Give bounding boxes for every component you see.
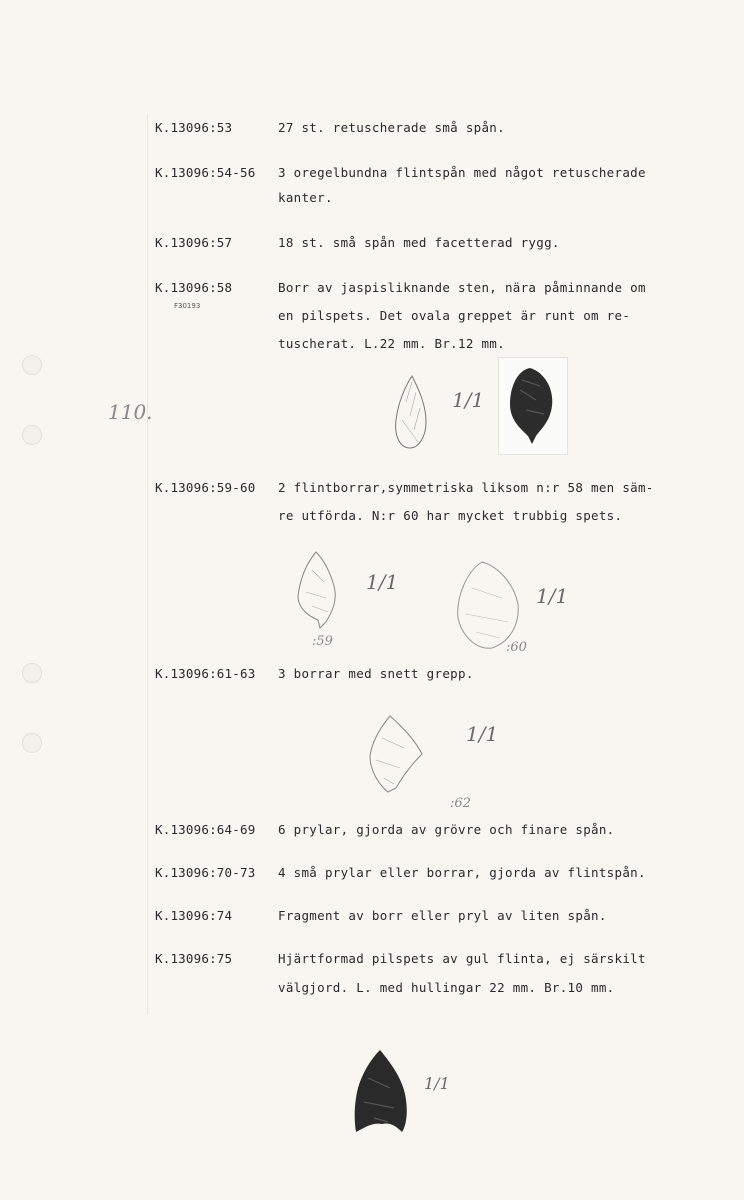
catalogue-number: K.13096:70-73 — [155, 865, 256, 880]
entry-description: en pilspets. Det ovala greppet är runt om re- — [278, 308, 631, 323]
entry-description: Hjärtformad pilspets av gul flinta, ej särskilt — [278, 951, 646, 966]
entry-description: 6 prylar, gjorda av grövre och finare spån. — [278, 822, 615, 837]
scale-mark: 1/1 — [452, 388, 485, 412]
drill-59-sketch — [290, 550, 346, 630]
punch-hole — [22, 425, 42, 445]
margin-line — [147, 115, 148, 1015]
catalogue-number: K.13096:74 — [155, 908, 233, 923]
entry-description: re utförda. N:r 60 har mycket trubbig spets. — [278, 508, 623, 523]
punch-hole — [22, 663, 42, 683]
entry-description: 27 st. retuscherade små spån. — [278, 120, 505, 135]
catalogue-number: K.13096:59-60 — [155, 480, 256, 495]
scale-mark: 1/1 — [424, 1074, 450, 1093]
handwritten-note: F30193 — [174, 302, 201, 310]
entry-description: Fragment av borr eller pryl av liten spån. — [278, 908, 607, 923]
catalogue-number: K.13096:64-69 — [155, 822, 256, 837]
catalogue-number: K.13096:57 — [155, 235, 233, 250]
drill-sketch — [388, 372, 434, 452]
entry-description: tuscherat. L.22 mm. Br.12 mm. — [278, 336, 505, 351]
punch-hole — [22, 355, 42, 375]
arrowhead-photo — [350, 1048, 410, 1134]
catalogue-number: K.13096:58 — [155, 280, 233, 295]
catalogue-number: K.13096:75 — [155, 951, 233, 966]
entry-description: välgjord. L. med hullingar 22 mm. Br.10 mm. — [278, 980, 615, 995]
entry-description: kanter. — [278, 190, 333, 205]
margin-page-number: 110. — [108, 400, 153, 424]
figure-label: :59 — [312, 634, 333, 649]
entry-description: 3 borrar med snett grepp. — [278, 666, 474, 681]
scale-mark: 1/1 — [536, 584, 569, 608]
catalogue-number: K.13096:54-56 — [155, 165, 256, 180]
entry-description: 3 oregelbundna flintspån med något retuscherade — [278, 165, 646, 180]
drill-62-sketch — [364, 714, 426, 796]
figure-label: :60 — [506, 640, 527, 655]
entry-description: Borr av jaspisliknande sten, nära påminnande om — [278, 280, 646, 295]
punch-hole — [22, 733, 42, 753]
catalogue-number: K.13096:53 — [155, 120, 233, 135]
scale-mark: 1/1 — [466, 722, 499, 746]
entry-description: 18 st. små spån med facetterad rygg. — [278, 235, 560, 250]
figure-label: :62 — [450, 796, 471, 811]
entry-description: 4 små prylar eller borrar, gjorda av flintspån. — [278, 865, 646, 880]
drill-photo — [506, 366, 556, 446]
scale-mark: 1/1 — [366, 570, 399, 594]
entry-description: 2 flintborrar,symmetriska liksom n:r 58 men säm- — [278, 480, 654, 495]
catalogue-number: K.13096:61-63 — [155, 666, 256, 681]
